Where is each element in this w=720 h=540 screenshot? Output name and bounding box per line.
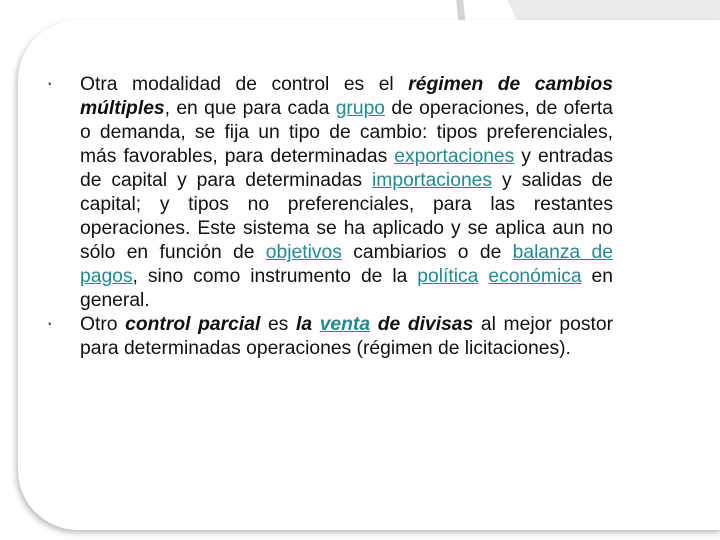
bullet-icon: ▪ xyxy=(48,79,52,90)
paragraph-text: y entradas de capital y para determinadas xyxy=(80,146,613,191)
paragraph-text: , sino como instrumento de la xyxy=(132,266,418,287)
paragraph-text: cambiarios o de xyxy=(341,242,513,263)
paragraph-text: es xyxy=(260,314,296,335)
hyperlink[interactable]: objetivos xyxy=(265,242,342,263)
hyperlink[interactable]: venta xyxy=(319,314,371,335)
hyperlink[interactable]: exportaciones xyxy=(394,146,515,167)
paragraph-text: al mejor postor para determinadas operaciones (régimen de licitaciones). xyxy=(80,314,614,359)
emphasis-text: control parcial xyxy=(125,314,261,335)
emphasis-text: régimen de cambios múltiples xyxy=(80,74,613,119)
emphasis-text: la xyxy=(295,314,320,335)
hyperlink[interactable]: grupo xyxy=(335,98,386,119)
paragraph-text: , en que para cada xyxy=(164,98,336,119)
hyperlink[interactable]: balanza de pagos xyxy=(80,242,613,287)
bullet-paragraph xyxy=(48,73,613,313)
paragraph-text: Otra modalidad de control es el xyxy=(80,74,409,95)
hyperlink[interactable]: económica xyxy=(488,266,582,287)
paragraph-text: Otro xyxy=(80,314,126,335)
paragraph-text: de operaciones, de oferta o demanda, se fija un tipo de cambio: tipos preferenciales, más favorables, para determinadas xyxy=(80,98,613,167)
bullet-icon: ▪ xyxy=(48,319,52,330)
emphasis-text: de divisas xyxy=(370,314,474,335)
bullet-paragraph xyxy=(48,313,614,361)
paragraph-text: en general. xyxy=(80,266,613,311)
paragraph-text: y salidas de capital; y tipos no preferenciales, para las restantes operaciones. Este sistema se ha aplicado y se aplica aun no sólo en función de xyxy=(80,170,613,263)
hyperlink[interactable]: política xyxy=(417,266,479,287)
slide-body xyxy=(48,73,614,361)
hyperlink[interactable]: importaciones xyxy=(372,170,493,191)
paragraph-text xyxy=(478,266,488,287)
